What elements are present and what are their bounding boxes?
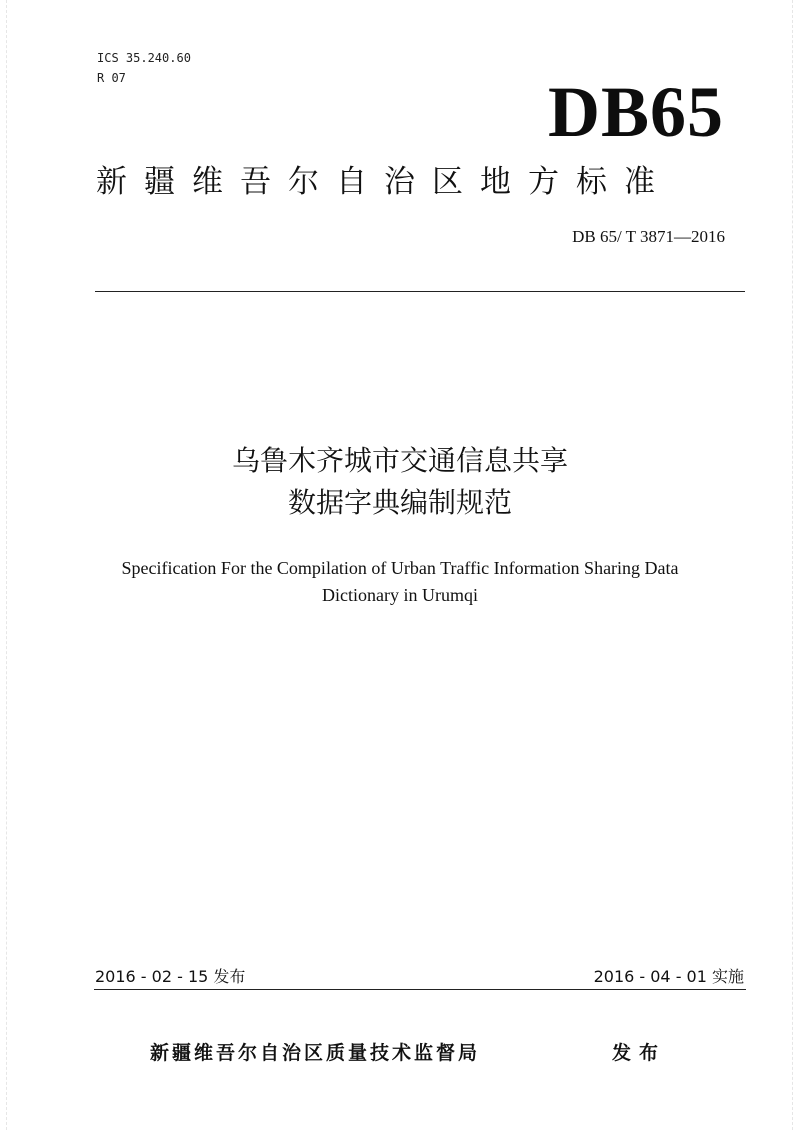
title-en-line-1: Specification For the Compilation of Urban Traffic Information Sharing Data	[121, 558, 679, 578]
standard-number: DB 65/ T 3871—2016	[572, 227, 725, 246]
implementation-date: 2016 - 04 - 01 实施	[593, 967, 744, 986]
top-divider	[95, 291, 745, 292]
standard-type-heading: 新疆维吾尔自治区地方标准	[96, 164, 672, 200]
document-title-chinese	[0, 440, 800, 524]
document-title-english	[0, 555, 800, 609]
ccs-code: R 07	[97, 71, 126, 85]
issue-label: 发布	[612, 1042, 667, 1064]
issuing-authority: 新疆维吾尔自治区质量技术监督局	[150, 1042, 481, 1064]
ics-code: ICS 35.240.60	[97, 51, 191, 65]
db-logo: DB65	[547, 72, 724, 152]
title-zh-line-2: 数据字典编制规范	[287, 486, 512, 519]
bottom-divider	[94, 989, 746, 990]
title-zh-line-1: 乌鲁木齐城市交通信息共享	[231, 444, 568, 477]
title-en-line-2: Dictionary in Urumqi	[322, 585, 478, 605]
issue-date: 2016 - 02 - 15 发布	[95, 967, 246, 986]
